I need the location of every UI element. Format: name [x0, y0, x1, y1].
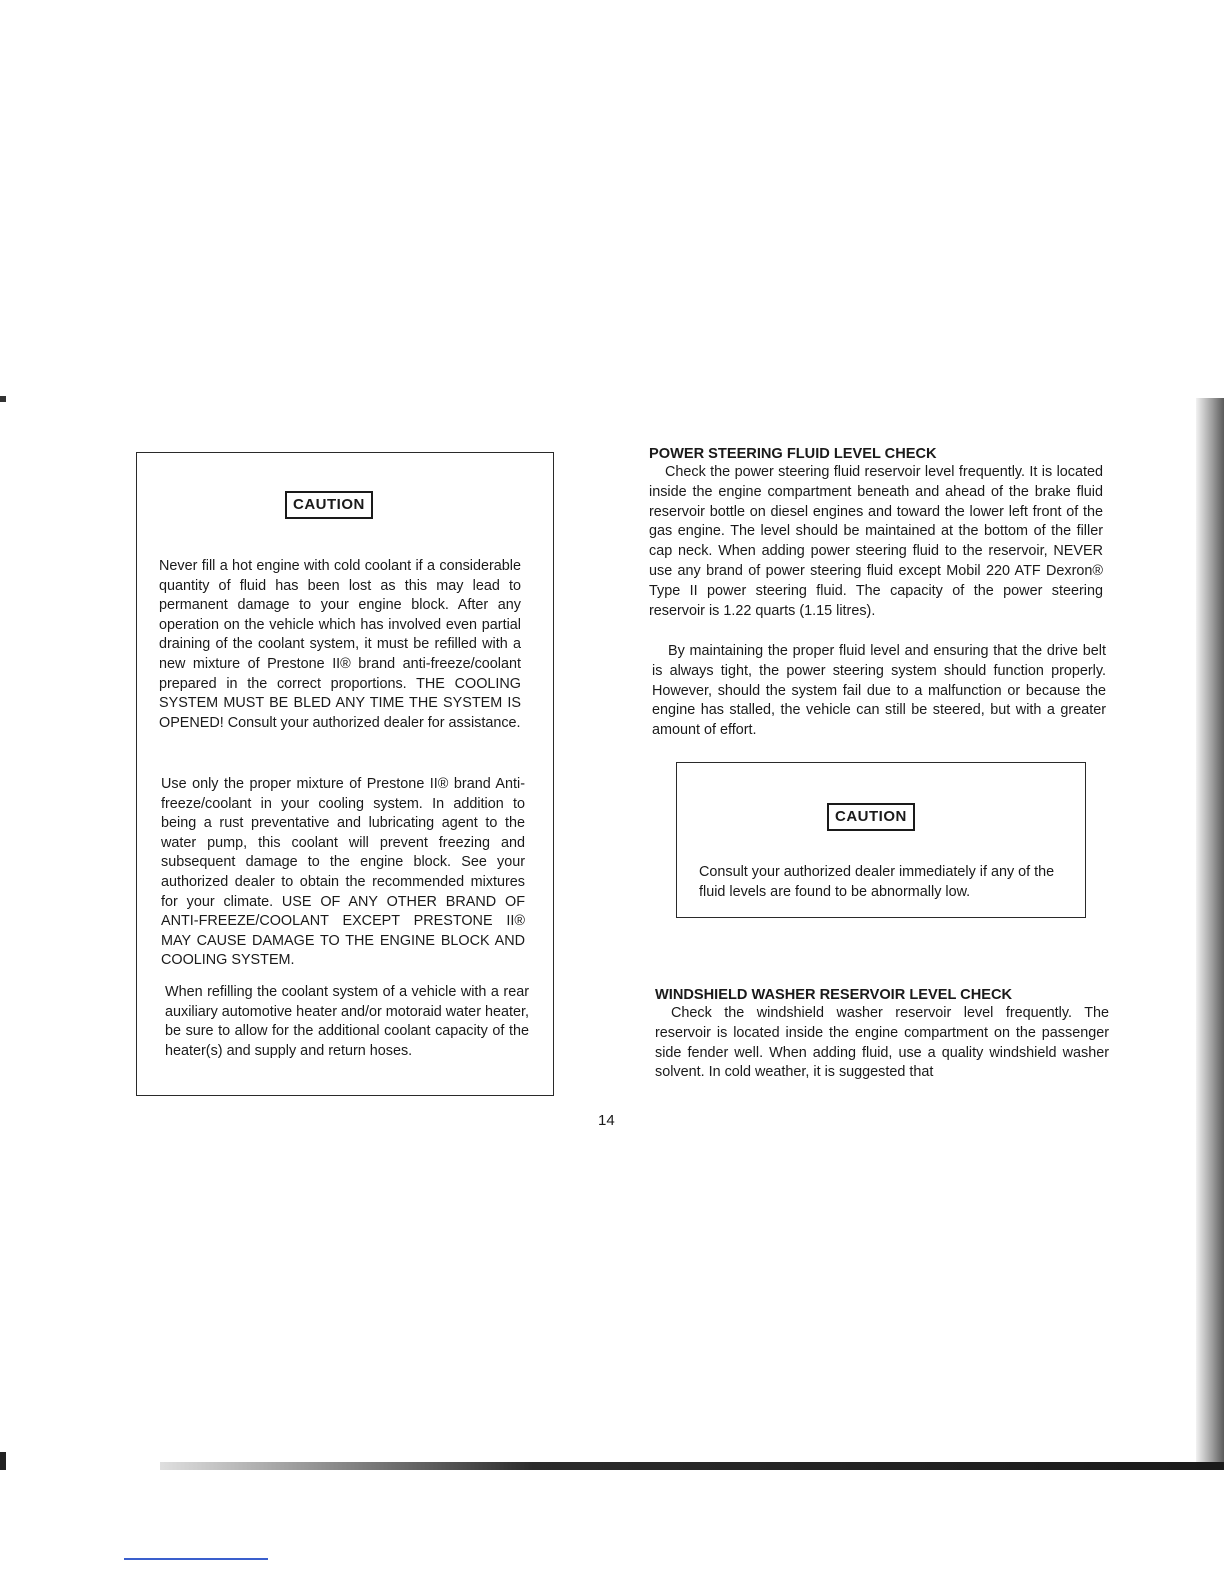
coolant-caution-box: [136, 452, 554, 1096]
washer-heading: WINDSHIELD WASHER RESERVOIR LEVEL CHECK: [655, 987, 1013, 1003]
caution-paragraph: Consult your authorized dealer immediately if any of the fluid levels are found to be abnormally low.: [699, 864, 1055, 900]
page-number: 14: [598, 1112, 615, 1129]
power-steering-heading: POWER STEERING FLUID LEVEL CHECK: [649, 446, 937, 462]
caution-label: CAUTION: [285, 491, 373, 519]
caution-label: CAUTION: [827, 803, 915, 831]
power-steering-paragraph-1: Check the power steering fluid reservoir level frequently. It is located inside the engine compartment beneath and ahead of the brake fluid reservoir bottle on diesel engines and toward the lower left front of the gas engine. The level should be maintained at the bottom of the filler cap neck. When adding power steering fluid to the reservoir, NEVER use any brand of power steering fluid except Mobil 220 ATF Dexron® Type II power steering fluid. The capacity of the power steering reservoir is 1.22 quarts (1.15 litres).: [649, 464, 1103, 619]
footer-rule: [124, 1558, 268, 1560]
caution-paragraph-1: Never fill a hot engine with cold coolant if a considerable quantity of fluid has been lost as this may lead to permanent damage to your engine block. After any operation on the vehicle which has involved even partial draining of the coolant system, it must be refilled with a new mixture of Prestone II® brand anti-freeze/coolant prepared in the correct proportions. THE COOLING SYSTEM MUST BE BLED ANY TIME THE SYSTEM IS OPENED! Consult your authorized dealer for assistance.: [159, 558, 521, 731]
fluid-level-caution-box: [676, 762, 1086, 918]
scan-bottom-edge: [160, 1462, 1224, 1470]
washer-paragraph: Check the windshield washer reservoir level frequently. The reservoir is located inside the engine compartment on the passenger side fender well. When adding fluid, use a quality windshield washer solvent. In cold weather, it is suggested that: [655, 1005, 1109, 1081]
caution-paragraph-3: When refilling the coolant system of a vehicle with a rear auxiliary automotive heater and/or motoraid water heater, be sure to allow for the additional coolant capacity of the heater(s) and supply and return hoses.: [165, 984, 529, 1059]
scan-edge-mark: [0, 1452, 6, 1470]
caution-paragraph-2: Use only the proper mixture of Prestone II® brand Anti-freeze/coolant in your cooling system. In addition to being a rust preventative and lubricating agent to the water pump, this coolant will prevent freezing and subsequent damage to the engine block. See your authorized dealer to obtain the recommended mixtures for your climate. USE OF ANY OTHER BRAND OF ANTI-FREEZE/COOLANT EXCEPT PRESTONE II® MAY CAUSE DAMAGE TO THE ENGINE BLOCK AND COOLING SYSTEM.: [161, 776, 525, 969]
scan-edge-shadow: [1196, 398, 1224, 1470]
power-steering-paragraph-2: By maintaining the proper fluid level and ensuring that the drive belt is always tight, the power steering system should function properly. However, should the system fail due to a malfunction or because the engine has stalled, the vehicle can still be steered, but with a greater amount of effort.: [652, 643, 1106, 739]
scan-corner-mark: [0, 396, 6, 402]
